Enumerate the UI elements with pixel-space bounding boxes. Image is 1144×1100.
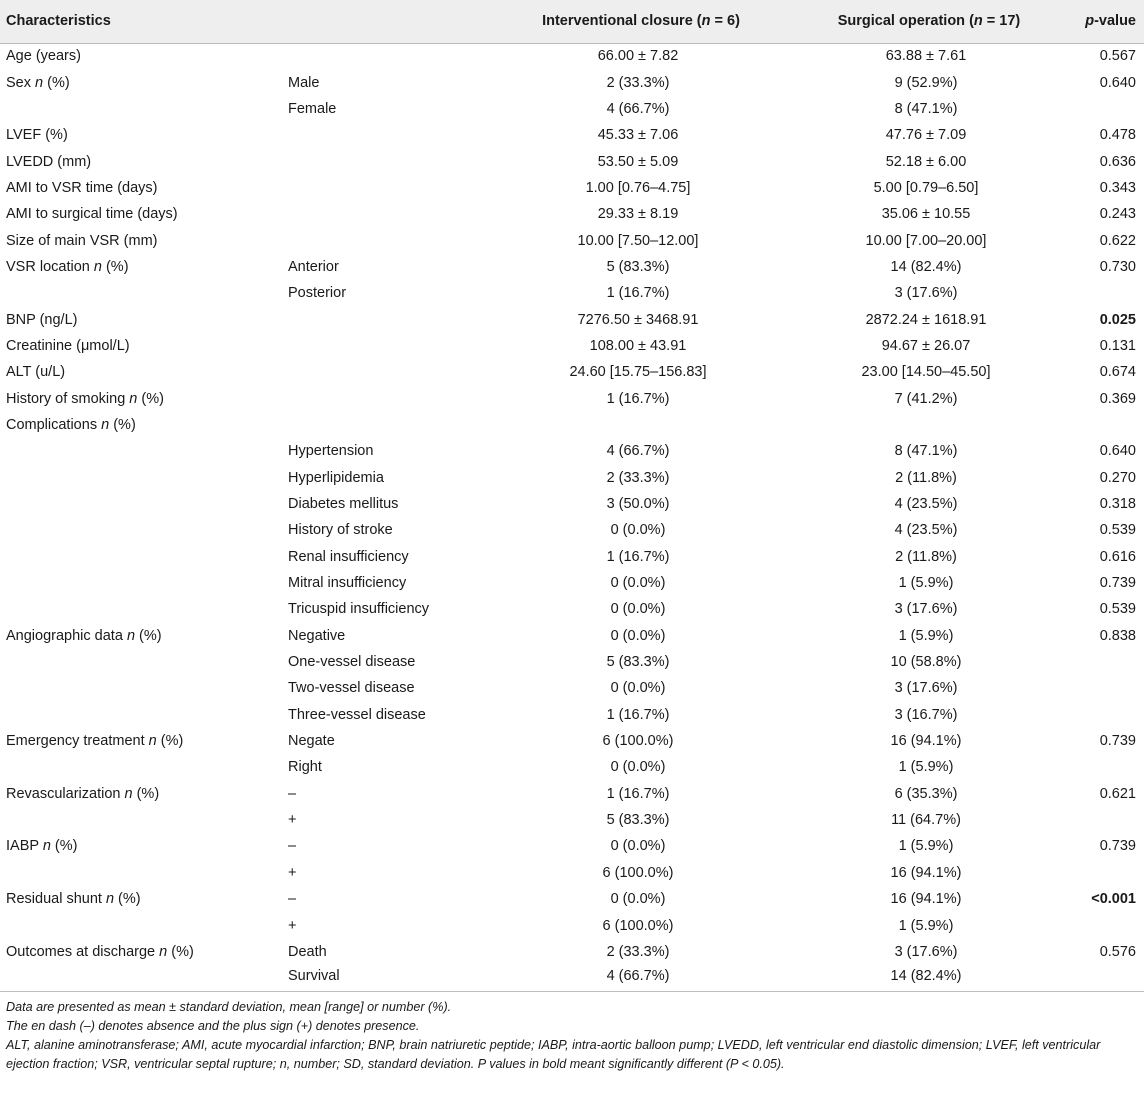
interventional-value-cell <box>488 412 788 438</box>
p-value-cell: 0.616 <box>1099 548 1136 565</box>
surgical-value-cell: 1 (5.9%) <box>898 627 954 644</box>
characteristic-cell: LVEF (%) <box>6 127 68 144</box>
table-row <box>0 69 1144 95</box>
p-value-cell <box>1064 675 1144 701</box>
interventional-value-cell: 53.50 ± 5.09 <box>597 153 679 170</box>
surgical-value-cell: 63.88 ± 7.61 <box>885 48 967 65</box>
interventional-value-cell: 1 (16.7%) <box>606 548 670 565</box>
p-value-cell: 0.838 <box>1099 627 1136 644</box>
table-row <box>0 807 1144 833</box>
subcategory-cell: Tricuspid insufficiency <box>288 601 430 618</box>
characteristic-cell: Age (years) <box>6 48 81 65</box>
table-row <box>0 728 1144 754</box>
subcategory-cell: Hypertension <box>288 443 374 460</box>
subcategory-cell: Three-vessel disease <box>288 706 426 723</box>
surgical-value-cell: 5.00 [0.79–6.50] <box>873 179 979 196</box>
characteristic-cell: BNP (ng/L) <box>6 311 78 328</box>
subcategory-cell: Survival <box>288 968 340 985</box>
characteristic-cell <box>0 675 282 701</box>
p-value-cell: 0.622 <box>1099 232 1136 249</box>
p-value-cell: 0.640 <box>1099 74 1136 91</box>
subcategory-cell <box>282 227 488 253</box>
characteristic-cell: Outcomes at discharge n (%) <box>6 943 194 960</box>
p-value-cell: 0.739 <box>1099 838 1136 855</box>
table-row <box>0 438 1144 464</box>
table-row <box>0 465 1144 491</box>
characteristic-cell <box>0 965 282 991</box>
interventional-value-cell: 10.00 [7.50–12.00] <box>577 232 699 249</box>
characteristic-cell: VSR location n (%) <box>6 258 129 275</box>
interventional-value-cell: 6 (100.0%) <box>602 733 674 750</box>
characteristic-cell <box>0 280 282 306</box>
table-row <box>0 649 1144 675</box>
interventional-value-cell: 0 (0.0%) <box>610 838 666 855</box>
header-characteristics: Characteristics <box>0 0 282 43</box>
characteristic-cell: ALT (u/L) <box>6 364 66 381</box>
table-row <box>0 754 1144 780</box>
table-row <box>0 833 1144 859</box>
subcategory-cell: Renal insufficiency <box>288 548 409 565</box>
characteristic-cell <box>0 570 282 596</box>
subcategory-cell: + <box>288 812 297 829</box>
surgical-value-cell: 6 (35.3%) <box>894 785 958 802</box>
p-value-cell <box>1064 96 1144 122</box>
surgical-value-cell: 16 (94.1%) <box>890 891 962 908</box>
p-value-cell: 0.730 <box>1099 258 1136 275</box>
surgical-value-cell: 2872.24 ± 1618.91 <box>865 311 987 328</box>
table-row <box>0 544 1144 570</box>
surgical-value-cell: 3 (17.6%) <box>894 680 958 697</box>
surgical-value-cell: 3 (16.7%) <box>894 706 958 723</box>
interventional-value-cell: 1 (16.7%) <box>606 706 670 723</box>
table-row <box>0 254 1144 280</box>
interventional-value-cell: 66.00 ± 7.82 <box>597 48 679 65</box>
subcategory-cell <box>282 333 488 359</box>
characteristic-cell: Residual shunt n (%) <box>6 891 141 908</box>
p-value-cell <box>1064 912 1144 938</box>
surgical-value-cell: 16 (94.1%) <box>890 864 962 881</box>
subcategory-cell: One-vessel disease <box>288 654 416 671</box>
interventional-value-cell: 1 (16.7%) <box>606 390 670 407</box>
p-value-cell: 0.343 <box>1099 179 1136 196</box>
subcategory-cell: Death <box>288 943 327 960</box>
interventional-value-cell: 29.33 ± 8.19 <box>597 206 679 223</box>
header-subcategory <box>282 0 488 43</box>
surgical-value-cell: 16 (94.1%) <box>890 733 962 750</box>
characteristic-cell <box>0 438 282 464</box>
subcategory-cell <box>282 385 488 411</box>
p-value-cell: 0.640 <box>1099 443 1136 460</box>
table-row <box>0 886 1144 912</box>
table-row <box>0 333 1144 359</box>
table-row <box>0 596 1144 622</box>
interventional-value-cell: 0 (0.0%) <box>610 575 666 592</box>
interventional-value-cell: 0 (0.0%) <box>610 891 666 908</box>
interventional-value-cell: 1.00 [0.76–4.75] <box>585 179 691 196</box>
subcategory-cell: – <box>288 785 297 802</box>
subcategory-cell: Negate <box>288 733 335 750</box>
p-value-cell: 0.025 <box>1099 311 1136 328</box>
subcategory-cell <box>282 43 488 69</box>
footnote-line: The en dash (–) denotes absence and the plus sign (+) denotes presence. <box>6 1019 420 1034</box>
surgical-value-cell: 11 (64.7%) <box>891 812 961 829</box>
p-value-cell: 0.270 <box>1099 469 1136 486</box>
footnote-line: ALT, alanine aminotransferase; AMI, acute myocardial infarction; BNP, brain natriuretic peptide; IABP, intra-aortic balloon pump; LVEDD, left ventricular end diastolic dimension; LVEF, left ventricular ejection fraction; VSR, ventricular septal rupture; n, number; SD, standard deviation. P values in bold meant significantly different (P < 0.05). <box>6 1038 1101 1072</box>
p-value-cell: <0.001 <box>1091 891 1136 908</box>
table-row <box>0 965 1144 991</box>
interventional-value-cell: 0 (0.0%) <box>610 601 666 618</box>
table-row <box>0 491 1144 517</box>
p-value-cell: 0.131 <box>1099 337 1136 354</box>
table-row <box>0 96 1144 122</box>
p-value-cell: 0.739 <box>1099 575 1136 592</box>
interventional-value-cell: 0 (0.0%) <box>610 522 666 539</box>
subcategory-cell: Female <box>288 100 337 117</box>
p-value-cell <box>1064 412 1144 438</box>
characteristic-cell: Angiographic data n (%) <box>6 627 162 644</box>
footnote-line: Data are presented as mean ± standard deviation, mean [range] or number (%). <box>6 1000 452 1015</box>
surgical-value-cell: 3 (17.6%) <box>894 601 958 618</box>
p-value-cell: 0.576 <box>1099 943 1136 960</box>
table-row <box>0 912 1144 938</box>
interventional-value-cell: 4 (66.7%) <box>606 968 670 985</box>
surgical-value-cell: 14 (82.4%) <box>890 258 962 275</box>
table-row <box>0 781 1144 807</box>
table-header <box>0 0 1144 43</box>
interventional-value-cell: 4 (66.7%) <box>606 443 670 460</box>
characteristic-cell: Complications n (%) <box>6 416 136 433</box>
surgical-value-cell: 1 (5.9%) <box>898 759 954 776</box>
p-value-cell: 0.478 <box>1099 127 1136 144</box>
subcategory-cell <box>282 412 488 438</box>
surgical-value-cell: 8 (47.1%) <box>894 100 958 117</box>
p-value-cell: 0.674 <box>1099 364 1136 381</box>
interventional-value-cell: 1 (16.7%) <box>606 285 670 302</box>
surgical-value-cell: 3 (17.6%) <box>894 285 958 302</box>
table-row <box>0 227 1144 253</box>
characteristic-cell: Sex n (%) <box>6 74 70 91</box>
subcategory-cell: Posterior <box>288 285 347 302</box>
header-row <box>0 0 1144 43</box>
surgical-value-cell: 1 (5.9%) <box>898 917 954 934</box>
subcategory-cell <box>282 122 488 148</box>
surgical-value-cell: 9 (52.9%) <box>894 74 958 91</box>
characteristic-cell: Emergency treatment n (%) <box>6 733 184 750</box>
subcategory-cell: Right <box>288 759 322 776</box>
subcategory-cell: Diabetes mellitus <box>288 496 399 513</box>
interventional-value-cell: 108.00 ± 43.91 <box>589 337 687 354</box>
surgical-value-cell: 1 (5.9%) <box>898 838 954 855</box>
p-value-cell: 0.739 <box>1099 733 1136 750</box>
surgical-value-cell: 4 (23.5%) <box>894 522 958 539</box>
characteristic-cell <box>0 491 282 517</box>
table-row <box>0 675 1144 701</box>
interventional-value-cell: 5 (83.3%) <box>606 258 670 275</box>
characteristic-cell <box>0 465 282 491</box>
surgical-value-cell <box>788 412 1064 438</box>
subcategory-cell <box>282 201 488 227</box>
characteristic-cell <box>0 96 282 122</box>
characteristic-cell: AMI to VSR time (days) <box>6 179 158 196</box>
characteristic-cell <box>0 754 282 780</box>
table-row <box>0 623 1144 649</box>
p-value-cell <box>1064 702 1144 728</box>
subcategory-cell <box>282 306 488 332</box>
p-value-cell: 0.539 <box>1099 601 1136 618</box>
interventional-value-cell: 7276.50 ± 3468.91 <box>577 311 699 328</box>
interventional-value-cell: 0 (0.0%) <box>610 627 666 644</box>
surgical-value-cell: 94.67 ± 26.07 <box>881 337 971 354</box>
p-value-cell: 0.539 <box>1099 522 1136 539</box>
interventional-value-cell: 3 (50.0%) <box>606 496 670 513</box>
interventional-value-cell: 6 (100.0%) <box>602 864 674 881</box>
interventional-value-cell: 6 (100.0%) <box>602 917 674 934</box>
characteristic-cell <box>0 649 282 675</box>
p-value-cell <box>1064 807 1144 833</box>
characteristic-cell <box>0 807 282 833</box>
interventional-value-cell: 45.33 ± 7.06 <box>597 127 679 144</box>
interventional-value-cell: 0 (0.0%) <box>610 680 666 697</box>
characteristic-cell: LVEDD (mm) <box>6 153 92 170</box>
surgical-value-cell: 10.00 [7.00–20.00] <box>865 232 987 249</box>
characteristic-cell: Creatinine (μmol/L) <box>6 337 130 354</box>
interventional-value-cell: 2 (33.3%) <box>606 469 670 486</box>
p-value-cell <box>1064 860 1144 886</box>
subcategory-cell: Anterior <box>288 258 339 275</box>
subcategory-cell: Male <box>288 74 320 91</box>
characteristic-cell: Size of main VSR (mm) <box>6 232 158 249</box>
surgical-value-cell: 47.76 ± 7.09 <box>885 127 967 144</box>
table-row <box>0 702 1144 728</box>
subcategory-cell <box>282 359 488 385</box>
interventional-value-cell: 1 (16.7%) <box>606 785 670 802</box>
p-value-cell <box>1064 649 1144 675</box>
subcategory-cell: – <box>288 838 297 855</box>
p-value-cell: 0.621 <box>1099 785 1136 802</box>
table-row <box>0 175 1144 201</box>
characteristic-cell: IABP n (%) <box>6 838 78 855</box>
subcategory-cell: Mitral insufficiency <box>288 575 407 592</box>
surgical-value-cell: 23.00 [14.50–45.50] <box>861 364 991 381</box>
table-row <box>0 860 1144 886</box>
interventional-value-cell: 4 (66.7%) <box>606 100 670 117</box>
characteristic-cell: AMI to surgical time (days) <box>6 206 178 223</box>
table-row <box>0 385 1144 411</box>
subcategory-cell: + <box>288 917 297 934</box>
p-value-cell <box>1064 965 1144 991</box>
subcategory-cell <box>282 175 488 201</box>
characteristic-cell <box>0 912 282 938</box>
surgical-value-cell: 1 (5.9%) <box>898 575 954 592</box>
surgical-value-cell: 4 (23.5%) <box>894 496 958 513</box>
p-value-cell: 0.567 <box>1099 48 1136 65</box>
characteristic-cell: History of smoking n (%) <box>6 390 164 407</box>
p-value-cell <box>1064 754 1144 780</box>
p-value-cell: 0.318 <box>1099 496 1136 513</box>
table-row <box>0 148 1144 174</box>
surgical-value-cell: 35.06 ± 10.55 <box>881 206 971 223</box>
surgical-value-cell: 10 (58.8%) <box>890 654 962 671</box>
subcategory-cell: History of stroke <box>288 522 393 539</box>
surgical-value-cell: 14 (82.4%) <box>890 968 962 985</box>
interventional-value-cell: 2 (33.3%) <box>606 943 670 960</box>
header-surgical-operation: Surgical operation (n = 17) <box>788 0 1064 43</box>
table-row <box>0 201 1144 227</box>
characteristic-cell <box>0 860 282 886</box>
characteristic-cell <box>0 596 282 622</box>
surgical-value-cell: 7 (41.2%) <box>894 390 958 407</box>
p-value-cell: 0.369 <box>1099 390 1136 407</box>
surgical-value-cell: 3 (17.6%) <box>894 943 958 960</box>
table-footnotes <box>0 992 1144 1074</box>
surgical-value-cell: 8 (47.1%) <box>894 443 958 460</box>
subcategory-cell: Negative <box>288 627 346 644</box>
surgical-value-cell: 52.18 ± 6.00 <box>885 153 967 170</box>
p-value-cell <box>1064 280 1144 306</box>
interventional-value-cell: 5 (83.3%) <box>606 812 670 829</box>
characteristic-cell <box>0 544 282 570</box>
table-row <box>0 280 1144 306</box>
characteristic-cell <box>0 517 282 543</box>
subcategory-cell: + <box>288 864 297 881</box>
table-row <box>0 412 1144 438</box>
table-body <box>0 43 1144 991</box>
table-row <box>0 939 1144 965</box>
header-p-value: p-value <box>1064 0 1144 43</box>
interventional-value-cell: 2 (33.3%) <box>606 74 670 91</box>
table-row <box>0 122 1144 148</box>
surgical-value-cell: 2 (11.8%) <box>895 469 957 486</box>
interventional-value-cell: 0 (0.0%) <box>610 759 666 776</box>
table-row <box>0 306 1144 332</box>
p-value-cell: 0.636 <box>1099 153 1136 170</box>
interventional-value-cell: 5 (83.3%) <box>606 654 670 671</box>
subcategory-cell <box>282 148 488 174</box>
surgical-value-cell: 2 (11.8%) <box>895 548 957 565</box>
interventional-value-cell: 24.60 [15.75–156.83] <box>569 364 707 381</box>
subcategory-cell: – <box>288 891 297 908</box>
characteristic-cell <box>0 702 282 728</box>
p-value-cell: 0.243 <box>1099 206 1136 223</box>
table-row <box>0 359 1144 385</box>
subcategory-cell: Hyperlipidemia <box>288 469 384 486</box>
table-row <box>0 517 1144 543</box>
characteristic-cell: Revascularization n (%) <box>6 785 160 802</box>
table-row <box>0 43 1144 69</box>
table-row <box>0 570 1144 596</box>
header-interventional-closure: Interventional closure (n = 6) <box>488 0 788 43</box>
subcategory-cell: Two-vessel disease <box>288 680 415 697</box>
